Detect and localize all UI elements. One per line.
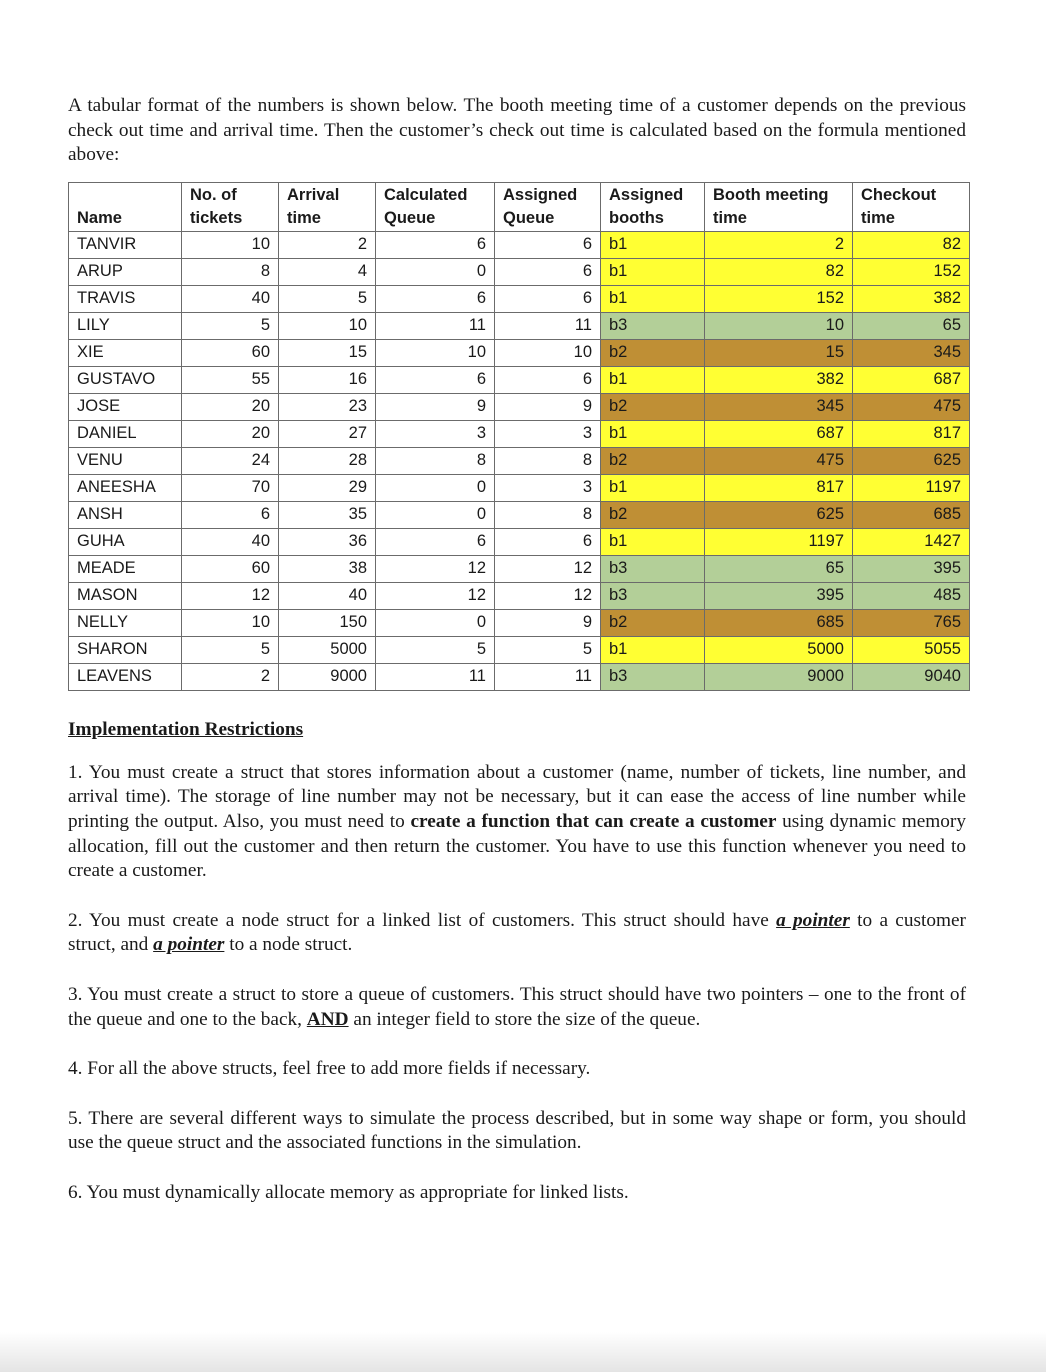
header-calculated-queue: Calculated Queue bbox=[376, 182, 495, 231]
cell-assigned-booth: b1 bbox=[601, 528, 705, 555]
cell-tickets: 6 bbox=[182, 501, 279, 528]
cell-checkout-time: 485 bbox=[853, 582, 970, 609]
cell-assigned-queue: 6 bbox=[495, 366, 601, 393]
cell-assigned-queue: 11 bbox=[495, 663, 601, 690]
cell-tickets: 40 bbox=[182, 528, 279, 555]
cell-name: NELLY bbox=[69, 609, 182, 636]
cell-assigned-queue: 12 bbox=[495, 555, 601, 582]
cell-arrival: 9000 bbox=[279, 663, 376, 690]
restriction-item-1: 1. You must create a struct that stores information about a customer (name, number of tickets, line number, and arrival time). The storage of line number may not be necessary, but it can ease the access of line number while printing the output. Also, you must need to create a function that can create a customer using dynamic memory allocation, fill out the customer and then return the customer. You have to use this function whenever you need to create a customer. bbox=[68, 761, 966, 882]
cell-tickets: 10 bbox=[182, 609, 279, 636]
cell-assigned-booth: b2 bbox=[601, 393, 705, 420]
restriction-item-6: 6. You must dynamically allocate memory as appropriate for linked lists. bbox=[68, 1181, 629, 1203]
table-row bbox=[69, 474, 970, 501]
cell-calculated-queue: 0 bbox=[376, 258, 495, 285]
cell-name: ANEESHA bbox=[69, 474, 182, 501]
cell-arrival: 35 bbox=[279, 501, 376, 528]
cell-checkout-time: 152 bbox=[853, 258, 970, 285]
table-row bbox=[69, 663, 970, 690]
cell-arrival: 5000 bbox=[279, 636, 376, 663]
cell-calculated-queue: 6 bbox=[376, 366, 495, 393]
cell-name: GUHA bbox=[69, 528, 182, 555]
cell-booth-meeting-time: 382 bbox=[705, 366, 853, 393]
cell-assigned-booth: b3 bbox=[601, 663, 705, 690]
cell-assigned-booth: b2 bbox=[601, 447, 705, 474]
cell-checkout-time: 382 bbox=[853, 285, 970, 312]
table-row bbox=[69, 285, 970, 312]
cell-tickets: 60 bbox=[182, 555, 279, 582]
cell-assigned-queue: 5 bbox=[495, 636, 601, 663]
cell-booth-meeting-time: 345 bbox=[705, 393, 853, 420]
cell-booth-meeting-time: 817 bbox=[705, 474, 853, 501]
header-checkout: Checkout time bbox=[853, 182, 970, 231]
cell-tickets: 20 bbox=[182, 420, 279, 447]
cell-calculated-queue: 3 bbox=[376, 420, 495, 447]
cell-calculated-queue: 11 bbox=[376, 663, 495, 690]
cell-assigned-queue: 6 bbox=[495, 285, 601, 312]
table-header-row bbox=[69, 182, 970, 231]
cell-checkout-time: 625 bbox=[853, 447, 970, 474]
cell-arrival: 23 bbox=[279, 393, 376, 420]
cell-booth-meeting-time: 65 bbox=[705, 555, 853, 582]
cell-booth-meeting-time: 685 bbox=[705, 609, 853, 636]
table-row bbox=[69, 366, 970, 393]
cell-tickets: 20 bbox=[182, 393, 279, 420]
cell-calculated-queue: 9 bbox=[376, 393, 495, 420]
table-row bbox=[69, 609, 970, 636]
cell-tickets: 12 bbox=[182, 582, 279, 609]
cell-assigned-queue: 3 bbox=[495, 420, 601, 447]
cell-name: ARUP bbox=[69, 258, 182, 285]
cell-tickets: 55 bbox=[182, 366, 279, 393]
cell-booth-meeting-time: 475 bbox=[705, 447, 853, 474]
cell-booth-meeting-time: 15 bbox=[705, 339, 853, 366]
cell-assigned-booth: b3 bbox=[601, 555, 705, 582]
cell-name: LILY bbox=[69, 312, 182, 339]
cell-assigned-queue: 8 bbox=[495, 447, 601, 474]
cell-assigned-queue: 3 bbox=[495, 474, 601, 501]
cell-arrival: 40 bbox=[279, 582, 376, 609]
cell-arrival: 2 bbox=[279, 231, 376, 258]
table-row bbox=[69, 555, 970, 582]
intro-paragraph: A tabular format of the numbers is shown below. The booth meeting time of a customer depends on the previous check out time and arrival time. Then the customer’s check out time is calculated based on the formula mentioned above: bbox=[68, 95, 966, 166]
cell-arrival: 5 bbox=[279, 285, 376, 312]
cell-arrival: 150 bbox=[279, 609, 376, 636]
cell-assigned-booth: b2 bbox=[601, 339, 705, 366]
table-row bbox=[69, 582, 970, 609]
cell-name: DANIEL bbox=[69, 420, 182, 447]
cell-assigned-queue: 9 bbox=[495, 393, 601, 420]
cell-calculated-queue: 0 bbox=[376, 501, 495, 528]
cell-checkout-time: 1427 bbox=[853, 528, 970, 555]
cell-arrival: 27 bbox=[279, 420, 376, 447]
header-arrival: Arrival time bbox=[279, 182, 376, 231]
cell-name: LEAVENS bbox=[69, 663, 182, 690]
cell-arrival: 15 bbox=[279, 339, 376, 366]
header-name: Name bbox=[69, 182, 182, 231]
cell-tickets: 2 bbox=[182, 663, 279, 690]
cell-tickets: 5 bbox=[182, 312, 279, 339]
table-row bbox=[69, 420, 970, 447]
cell-checkout-time: 685 bbox=[853, 501, 970, 528]
table-row bbox=[69, 393, 970, 420]
cell-assigned-queue: 10 bbox=[495, 339, 601, 366]
cell-tickets: 70 bbox=[182, 474, 279, 501]
cell-tickets: 5 bbox=[182, 636, 279, 663]
cell-calculated-queue: 10 bbox=[376, 339, 495, 366]
cell-checkout-time: 65 bbox=[853, 312, 970, 339]
cell-booth-meeting-time: 2 bbox=[705, 231, 853, 258]
cell-arrival: 36 bbox=[279, 528, 376, 555]
cell-assigned-booth: b1 bbox=[601, 231, 705, 258]
cell-assigned-booth: b2 bbox=[601, 501, 705, 528]
cell-name: MASON bbox=[69, 582, 182, 609]
table-row bbox=[69, 258, 970, 285]
header-assigned-booths: Assigned booths bbox=[601, 182, 705, 231]
cell-assigned-queue: 6 bbox=[495, 231, 601, 258]
cell-assigned-booth: b1 bbox=[601, 366, 705, 393]
table-body bbox=[69, 231, 970, 690]
page-bottom-shadow bbox=[0, 1332, 1046, 1372]
cell-booth-meeting-time: 152 bbox=[705, 285, 853, 312]
table-row bbox=[69, 312, 970, 339]
cell-arrival: 10 bbox=[279, 312, 376, 339]
cell-arrival: 16 bbox=[279, 366, 376, 393]
restriction-item-4: 4. For all the above structs, feel free to add more fields if necessary. bbox=[68, 1058, 591, 1080]
header-assigned-queue: Assigned Queue bbox=[495, 182, 601, 231]
cell-checkout-time: 817 bbox=[853, 420, 970, 447]
table-row bbox=[69, 231, 970, 258]
cell-assigned-booth: b3 bbox=[601, 312, 705, 339]
cell-assigned-queue: 8 bbox=[495, 501, 601, 528]
cell-booth-meeting-time: 687 bbox=[705, 420, 853, 447]
cell-calculated-queue: 12 bbox=[376, 555, 495, 582]
header-tickets: No. of tickets bbox=[182, 182, 279, 231]
table-row bbox=[69, 636, 970, 663]
cell-assigned-queue: 12 bbox=[495, 582, 601, 609]
cell-checkout-time: 765 bbox=[853, 609, 970, 636]
cell-name: ANSH bbox=[69, 501, 182, 528]
cell-tickets: 24 bbox=[182, 447, 279, 474]
cell-booth-meeting-time: 625 bbox=[705, 501, 853, 528]
cell-checkout-time: 82 bbox=[853, 231, 970, 258]
cell-tickets: 40 bbox=[182, 285, 279, 312]
document-page bbox=[68, 94, 966, 1231]
cell-name: JOSE bbox=[69, 393, 182, 420]
restriction-item-3: 3. You must create a struct to store a queue of customers. This struct should have two pointers – one to the front of the queue and one to the back, AND an integer field to store the size of the queue. bbox=[68, 983, 966, 1030]
cell-assigned-booth: b2 bbox=[601, 609, 705, 636]
cell-checkout-time: 5055 bbox=[853, 636, 970, 663]
customer-table bbox=[68, 182, 970, 691]
cell-assigned-booth: b1 bbox=[601, 636, 705, 663]
cell-calculated-queue: 6 bbox=[376, 528, 495, 555]
cell-arrival: 4 bbox=[279, 258, 376, 285]
cell-assigned-booth: b1 bbox=[601, 258, 705, 285]
cell-name: SHARON bbox=[69, 636, 182, 663]
cell-name: MEADE bbox=[69, 555, 182, 582]
table-row bbox=[69, 339, 970, 366]
cell-assigned-queue: 9 bbox=[495, 609, 601, 636]
cell-checkout-time: 475 bbox=[853, 393, 970, 420]
cell-booth-meeting-time: 5000 bbox=[705, 636, 853, 663]
cell-checkout-time: 345 bbox=[853, 339, 970, 366]
cell-name: TRAVIS bbox=[69, 285, 182, 312]
cell-arrival: 38 bbox=[279, 555, 376, 582]
restriction-item-2: 2. You must create a node struct for a linked list of customers. This struct should have a pointer to a customer struct, and a pointer to a node struct. bbox=[68, 909, 966, 956]
table-row bbox=[69, 501, 970, 528]
cell-arrival: 29 bbox=[279, 474, 376, 501]
cell-assigned-booth: b1 bbox=[601, 474, 705, 501]
cell-tickets: 60 bbox=[182, 339, 279, 366]
cell-assigned-queue: 11 bbox=[495, 312, 601, 339]
cell-booth-meeting-time: 9000 bbox=[705, 663, 853, 690]
cell-calculated-queue: 0 bbox=[376, 474, 495, 501]
table-row bbox=[69, 447, 970, 474]
cell-booth-meeting-time: 1197 bbox=[705, 528, 853, 555]
cell-calculated-queue: 6 bbox=[376, 285, 495, 312]
cell-checkout-time: 1197 bbox=[853, 474, 970, 501]
cell-calculated-queue: 11 bbox=[376, 312, 495, 339]
cell-calculated-queue: 5 bbox=[376, 636, 495, 663]
cell-booth-meeting-time: 82 bbox=[705, 258, 853, 285]
cell-assigned-booth: b1 bbox=[601, 285, 705, 312]
cell-calculated-queue: 8 bbox=[376, 447, 495, 474]
restrictions-title: Implementation Restrictions bbox=[68, 718, 304, 740]
restriction-item-5: 5. There are several different ways to simulate the process described, but in some way shape or form, you should use the queue struct and the associated functions in the simulation. bbox=[68, 1107, 966, 1154]
cell-assigned-booth: b1 bbox=[601, 420, 705, 447]
cell-name: VENU bbox=[69, 447, 182, 474]
cell-assigned-queue: 6 bbox=[495, 258, 601, 285]
cell-checkout-time: 687 bbox=[853, 366, 970, 393]
cell-booth-meeting-time: 395 bbox=[705, 582, 853, 609]
cell-name: TANVIR bbox=[69, 231, 182, 258]
header-booth-meeting: Booth meeting time bbox=[705, 182, 853, 231]
cell-tickets: 8 bbox=[182, 258, 279, 285]
cell-booth-meeting-time: 10 bbox=[705, 312, 853, 339]
cell-calculated-queue: 6 bbox=[376, 231, 495, 258]
cell-name: GUSTAVO bbox=[69, 366, 182, 393]
table-row bbox=[69, 528, 970, 555]
cell-tickets: 10 bbox=[182, 231, 279, 258]
cell-calculated-queue: 0 bbox=[376, 609, 495, 636]
cell-checkout-time: 395 bbox=[853, 555, 970, 582]
cell-assigned-booth: b3 bbox=[601, 582, 705, 609]
cell-checkout-time: 9040 bbox=[853, 663, 970, 690]
cell-calculated-queue: 12 bbox=[376, 582, 495, 609]
cell-name: XIE bbox=[69, 339, 182, 366]
cell-assigned-queue: 6 bbox=[495, 528, 601, 555]
cell-arrival: 28 bbox=[279, 447, 376, 474]
